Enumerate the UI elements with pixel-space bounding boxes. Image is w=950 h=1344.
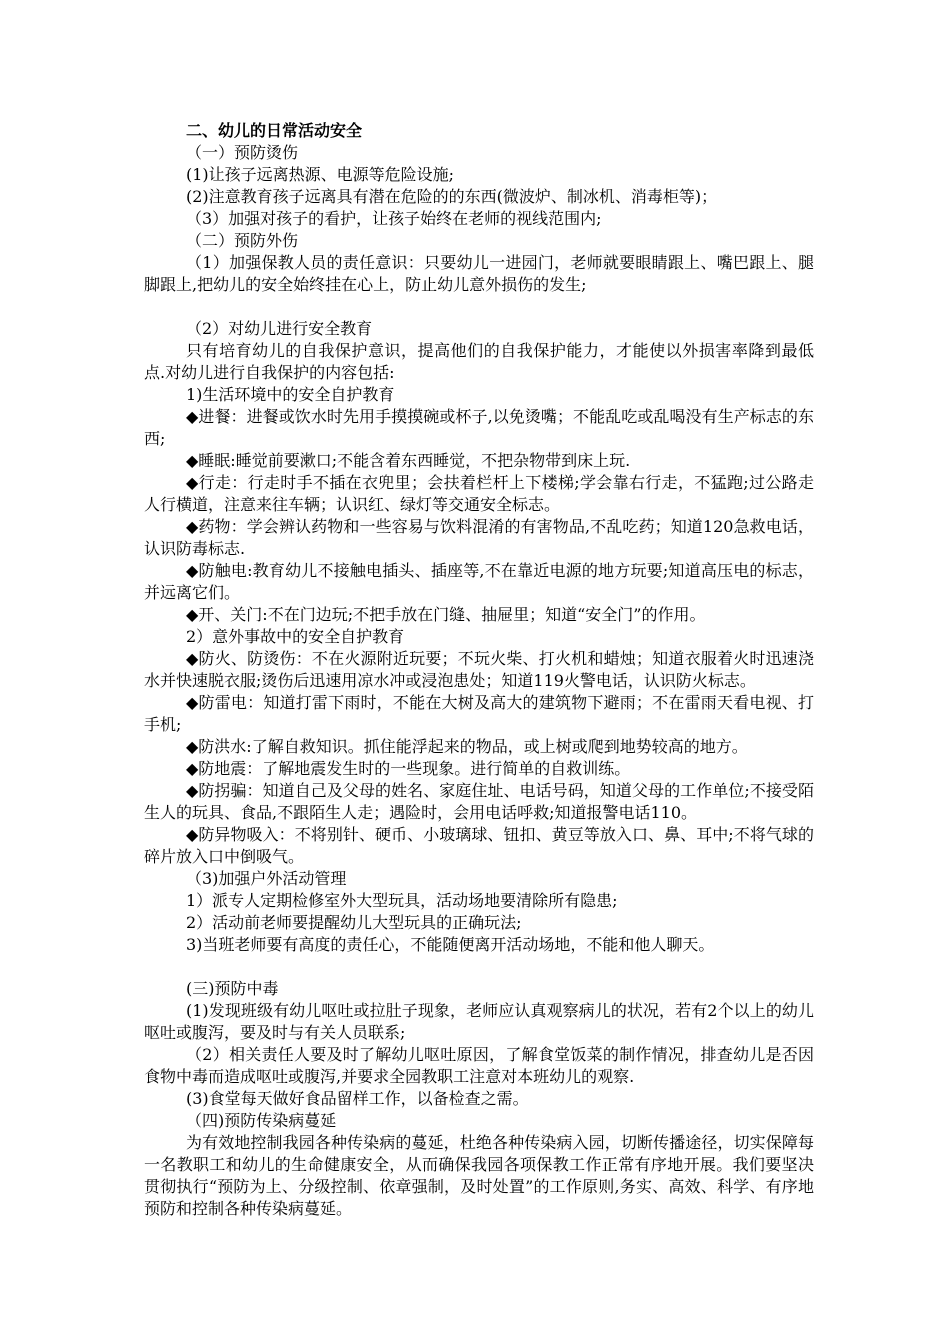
list-heading: 2）意外事故中的安全自护教育 <box>186 627 405 646</box>
paragraph: 为有效地控制我园各种传染病的蔓延，杜绝各种传染病入园，切断传播途径，切实保障每一名教职工和幼儿的生命健康安全，从而确保我园各项保教工作正常有序地开展。我们要坚决贯彻执行“预防为上、分级控制、依章强制，及时处置”的工作原则,务实、高效、科学、有序地预防和控制各种传染病蔓延。 <box>144 1133 814 1218</box>
section-title: 二、幼儿的日常活动安全 <box>186 121 363 140</box>
paragraph: （2）相关责任人要及时了解幼儿呕吐原因，了解食堂饭菜的制作情况，排查幼儿是否因食物中毒而造成呕吐或腹泻,并要求全园教职工注意对本班幼儿的观察. <box>144 1045 814 1086</box>
subheading-outdoor: （3)加强户外活动管理 <box>186 869 347 888</box>
list-item: ◆进餐：进餐或饮水时先用手摸摸碗或杯子,以免烫嘴；不能乱吃或乱喝没有生产标志的东西; <box>144 407 814 448</box>
paragraph: （1）加强保教人员的责任意识：只要幼儿一进园门，老师就要眼睛跟上、嘴巴跟上、腿脚跟上,把幼儿的安全始终挂在心上，防止幼儿意外损伤的发生; <box>144 253 814 294</box>
paragraph: (3)食堂每天做好食品留样工作，以备检查之需。 <box>186 1089 529 1108</box>
document-page <box>144 120 814 1220</box>
subheading-injuries: （二）预防外伤 <box>186 231 299 250</box>
paragraph: 3)当班老师要有高度的责任心，不能随便离开活动场地，不能和他人聊天。 <box>186 935 715 954</box>
paragraph: 只有培育幼儿的自我保护意识，提高他们的自我保护能力，才能使以外损害率降到最低点.对幼儿进行自我保护的内容包括: <box>144 341 814 382</box>
list-item: ◆行走：行走时手不插在衣兜里；会扶着栏杆上下楼梯;学会靠右行走，不猛跑;过公路走人行横道，注意来往车辆；认识红、绿灯等交通安全标志。 <box>144 473 814 514</box>
list-heading: 1)生活环境中的安全自护教育 <box>186 385 395 404</box>
list-item: ◆防异物吸入：不将别针、硬币、小玻璃球、钮扣、黄豆等放入口、鼻、耳中;不将气球的碎片放入口中倒吸气。 <box>144 825 814 866</box>
list-item: ◆防地震：了解地震发生时的一些现象。进行简单的自救训练。 <box>186 759 631 778</box>
subheading-poisoning: (三)预防中毒 <box>186 979 279 998</box>
list-item: ◆睡眠:睡觉前要漱口;不能含着东西睡觉，不把杂物带到床上玩. <box>186 451 631 470</box>
subheading-safety-education: （2）对幼儿进行安全教育 <box>186 319 373 338</box>
list-item: ◆防拐骗：知道自己及父母的姓名、家庭住址、电话号码，知道父母的工作单位;不接受陌生人的玩具、食品,不跟陌生人走；遇险时，会用电话呼救;知道报警电话110。 <box>144 781 814 822</box>
paragraph: （3）加强对孩子的看护，让孩子始终在老师的视线范围内; <box>186 209 602 228</box>
paragraph: 2）活动前老师要提醒幼儿大型玩具的正确玩法; <box>186 913 522 932</box>
list-item: ◆防火、防烫伤：不在火源附近玩要；不玩火柴、打火机和蜡烛；知道衣服着火时迅速浇水并快速脱衣服;烫伤后迅速用凉水冲或浸泡患处；知道119火警电话，认识防火标志。 <box>144 649 814 690</box>
paragraph: 1）派专人定期检修室外大型玩具，活动场地要清除所有隐患; <box>186 891 618 910</box>
list-item: ◆防触电:教育幼儿不接触电插头、插座等,不在靠近电源的地方玩要;知道高压电的标志，并远离它们。 <box>144 561 814 602</box>
subheading-burns: （一）预防烫伤 <box>186 143 299 162</box>
list-item: ◆防洪水:了解自救知识。抓住能浮起来的物品，或上树或爬到地势较高的地方。 <box>186 737 748 756</box>
list-item: ◆药物：学会辨认药物和一些容易与饮料混淆的有害物品,不乱吃药；知道120急救电话，认识防毒标志. <box>144 517 814 558</box>
paragraph: (2)注意教育孩子远离具有潜在危险的的东西(微波炉、制冰机、消毒柜等)； <box>186 187 718 206</box>
list-item: ◆防雷电：知道打雷下雨时，不能在大树及高大的建筑物下避雨；不在雷雨天看电视、打手机; <box>144 693 814 734</box>
list-item: ◆开、关门:不在门边玩;不把手放在门缝、抽屉里；知道“安全门”的作用。 <box>186 605 706 624</box>
subheading-infectious: （四)预防传染病蔓延 <box>186 1111 337 1130</box>
paragraph: (1)让孩子远离热源、电源等危险设施; <box>186 165 455 184</box>
paragraph: (1)发现班级有幼儿呕吐或拉肚子现象，老师应认真观察病儿的状况，若有2个以上的幼儿呕吐或腹泻，要及时与有关人员联系; <box>144 1001 814 1042</box>
